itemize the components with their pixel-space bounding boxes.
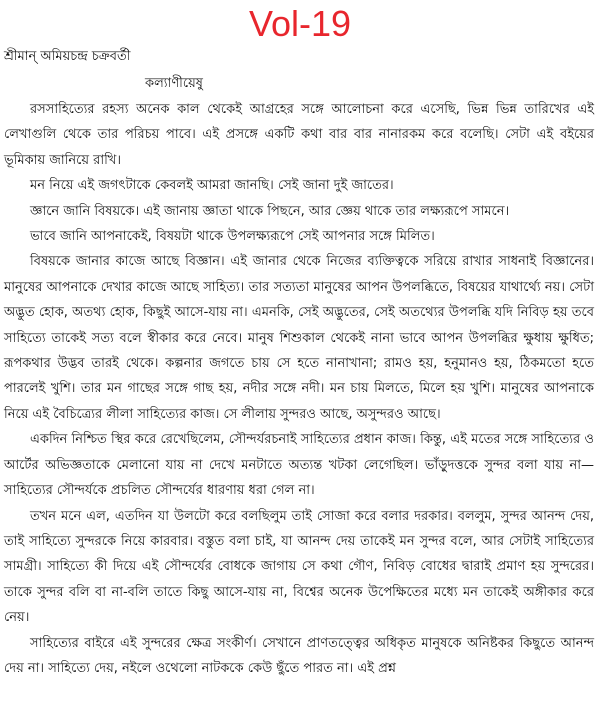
- paragraph-3: জ্ঞানে জানি বিষয়কে। এই জানায় জ্ঞাতা থাকে পিছনে, আর জ্ঞেয় থাকে তার লক্ষ্যরূপে সামনে।: [30, 203, 510, 219]
- paragraph-2: মন নিয়ে এই জগৎটাকে কেবলই আমরা জানছি। সেই জানা দুই জাতের।: [30, 178, 394, 194]
- letter-salutation: কল্যাণীয়েষু: [145, 76, 203, 91]
- paragraph-7: তখন মনে এল, এতদিন যা উলটো করে বলছিলুম তাই সোজা করে বলার দরকার। বললুম, সুন্দর আনন্দ দেয়, তাই সাহিত্যে সুন্দরকে নিয়ে কারবার। বস্তুত বলা চাই, যা আনন্দ দেয় তাকেই মন সুন্দর বলে, আর সেটাই সাহিত্যের সামগ্রী। সাহিত্যে কী দিয়ে এই সৌন্দর্যের বোধকে জাগায় সে কথা গৌণ, নিবিড় বোধের দ্বারাই প্রমাণ হয় সুন্দরের। তাকে সুন্দর বলি বা না-বলি তাতে কিছু আসে-যায় না, বিশ্বের অনেক উপেক্ষিতের মধ্যে মন তাকেই অঙ্গীকার করে নেয়।: [4, 508, 594, 626]
- paragraph-6: একদিন নিশ্চিত স্থির করে রেখেছিলেম, সৌন্দর্যরচনাই সাহিত্যের প্রধান কাজ। কিন্তু, এই মতের সঙ্গে সাহিত্যের ও আর্টের অভিজ্ঞতাকে মেলানো যায় না দেখে মনটাতে অত্যন্ত খটকা লেগেছিল। ভাঁড়ুদত্তকে সুন্দর বলা যায় না— সাহিত্যের সৌন্দর্যকে প্রচলিত সৌন্দর্যের ধারণায় ধরা গেল না।: [4, 432, 594, 499]
- paragraph-8: সাহিত্যের বাইরে এই সুন্দরের ক্ষেত্র সংকীর্ণ। সেখানে প্রাণতত্ত্বের অধিকৃত মানুষকে অনিষ্টকর কিছুতে আনন্দ দেয় না। সাহিত্যে দেয়, নইলে ওথেলো নাটককে কেউ ছুঁতে পারত না। এই প্রশ্ন: [4, 635, 594, 676]
- letter-body: [4, 97, 594, 681]
- letter-recipient: শ্রীমান্‌ অমিয়চন্দ্র চক্রবর্তী: [4, 49, 131, 64]
- paragraph-1: রসসাহিত্যের রহস্য অনেক কাল থেকেই আগ্রহের সঙ্গে আলোচনা করে এসেছি, ভিন্ন ভিন্ন তারিখের এই লেখাগুলি থেকে তার পরিচয় পাবে। এই প্রসঙ্গে একটি কথা বার বার নানারকম করে বলেছি। সেটা এই বইয়ের ভূমিকায় জানিয়ে রাখি।: [4, 102, 594, 168]
- volume-label: Vol-19: [248, 3, 352, 44]
- paragraph-4: ভাবে জানি আপনাকেই, বিষয়টা থাকে উপলক্ষ্যরূপে সেই আপনার সঙ্গে মিলিত।: [30, 229, 435, 245]
- paragraph-5: বিষয়কে জানার কাজে আছে বিজ্ঞান। এই জানার থেকে নিজের ব্যক্তিত্বকে সরিয়ে রাখার সাধনাই বিজ্ঞানের। মানুষের আপনাকে দেখার কাজে আছে সাহিত্য। তার সত্যতা মানুষের আপন উপলব্ধিতে, বিষয়ের যাথার্থ্যে নয়। সেটা অদ্ভুত হোক, অতথ্য হোক, কিছুই আসে-যায় না। এমনকি, সেই অদ্ভুতের, সেই অতথ্যের উপলব্ধি যদি নিবিড় হয় তবে সাহিত্যে তাকেই সত্য বলে স্বীকার করে নেবে। মানুষ শিশুকাল থেকেই নানা ভাবে আপন উপলব্ধির ক্ষুধায় ক্ষুধিত; রূপকথার উদ্ভব তারই থেকে। কল্পনার জগতে চায় সে হতে নানাখানা; রামও হয়, হনুমানও হয়, ঠিকমতো হতে পারলেই খুশি। তার মন গাছের সঙ্গে গাছ হয়, নদীর সঙ্গে নদী। মন চায় মিলতে, মিলে হয় খুশি। মানুষের আপনাকে নিয়ে এই বৈচিত্র্যের লীলা সাহিত্যের কাজ। সে লীলায় সুন্দরও আছে, অসুন্দরও আছে।: [4, 254, 594, 422]
